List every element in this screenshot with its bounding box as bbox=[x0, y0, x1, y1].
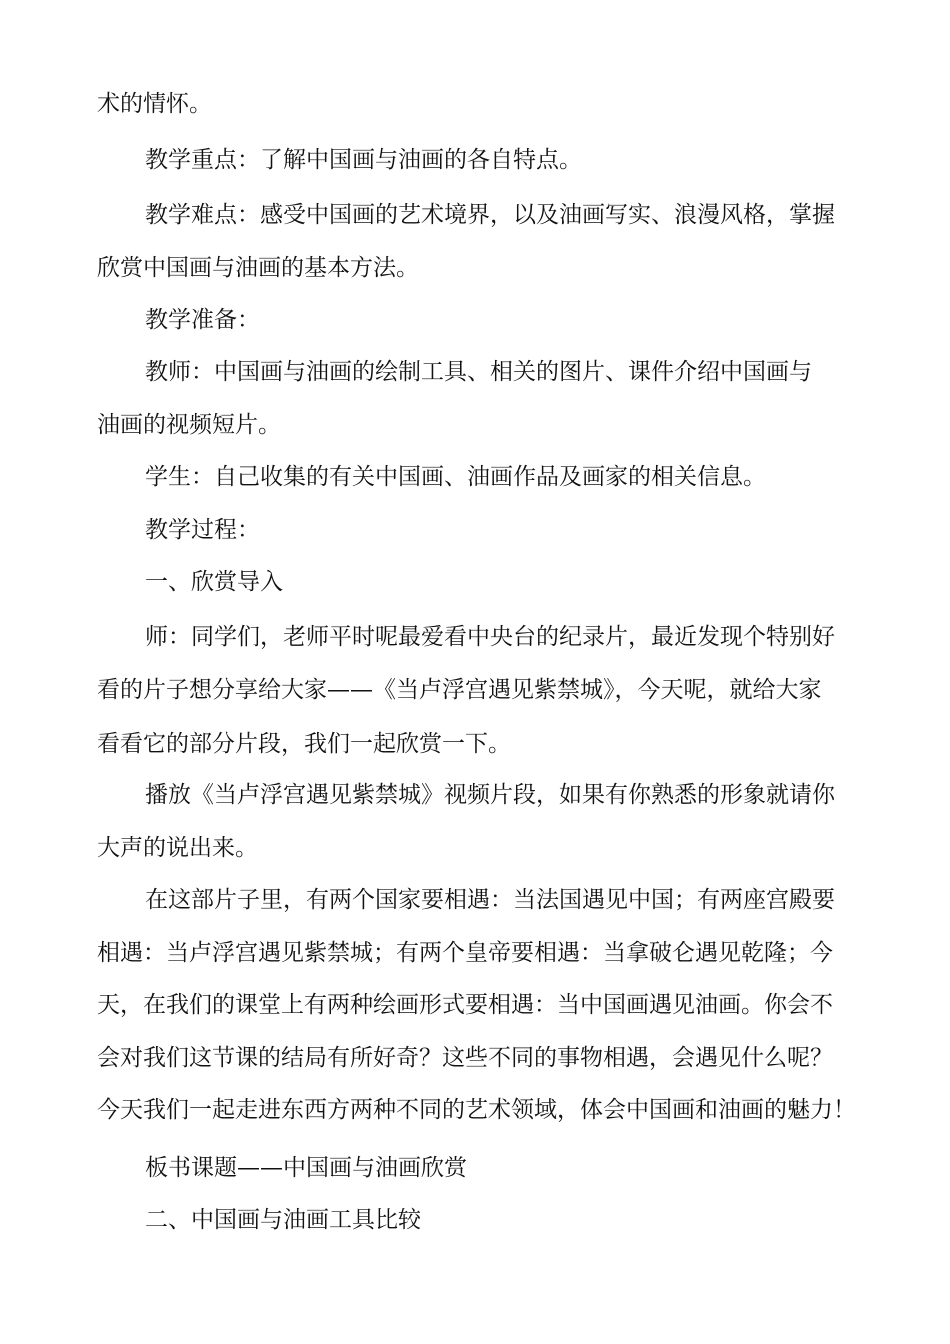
text-line: 教学重点：了解中国画与油画的各自特点。 bbox=[145, 147, 582, 173]
text-line: 大声的说出来。 bbox=[97, 835, 258, 861]
text-line: 板书课题——中国画与油画欣赏 bbox=[145, 1155, 467, 1181]
text-line: 相遇：当卢浮宫遇见紫禁城；有两个皇帝要相遇：当拿破仑遇见乾隆；今 bbox=[97, 940, 833, 966]
text-line: 欣赏中国画与油画的基本方法。 bbox=[97, 255, 419, 281]
text-line: 在这部片子里，有两个国家要相遇：当法国遇见中国；有两座宫殿要 bbox=[145, 887, 835, 913]
text-line: 看的片子想分享给大家——《当卢浮宫遇见紫禁城》，今天呢，就给大家 bbox=[97, 677, 822, 703]
text-line: 教师：中国画与油画的绘制工具、相关的图片、课件介绍中国画与 bbox=[145, 359, 812, 385]
text-line: 今天我们一起走进东西方两种不同的艺术领域，体会中国画和油画的魅力！ bbox=[97, 1097, 856, 1123]
text-line: 会对我们这节课的结局有所好奇？这些不同的事物相遇，会遇见什么呢？ bbox=[97, 1045, 833, 1071]
text-line: 教学准备： bbox=[145, 307, 260, 333]
text-line: 教学过程： bbox=[145, 517, 260, 543]
text-line: 教学难点：感受中国画的艺术境界，以及油画写实、浪漫风格，掌握 bbox=[145, 202, 835, 228]
text-line: 二、中国画与油画工具比较 bbox=[145, 1207, 421, 1233]
text-line: 术的情怀。 bbox=[97, 91, 212, 117]
text-line: 播放《当卢浮宫遇见紫禁城》视频片段，如果有你熟悉的形象就请你 bbox=[145, 782, 835, 808]
text-line: 看看它的部分片段，我们一起欣赏一下。 bbox=[97, 731, 511, 757]
text-line: 天，在我们的课堂上有两种绘画形式要相遇：当中国画遇见油画。你会不 bbox=[97, 992, 833, 1018]
text-line: 学生：自己收集的有关中国画、油画作品及画家的相关信息。 bbox=[145, 464, 766, 490]
text-line: 师：同学们，老师平时呢最爱看中央台的纪录片，最近发现个特别好 bbox=[145, 624, 835, 650]
text-line: 油画的视频短片。 bbox=[97, 412, 281, 438]
text-line: 一、欣赏导入 bbox=[145, 569, 283, 595]
